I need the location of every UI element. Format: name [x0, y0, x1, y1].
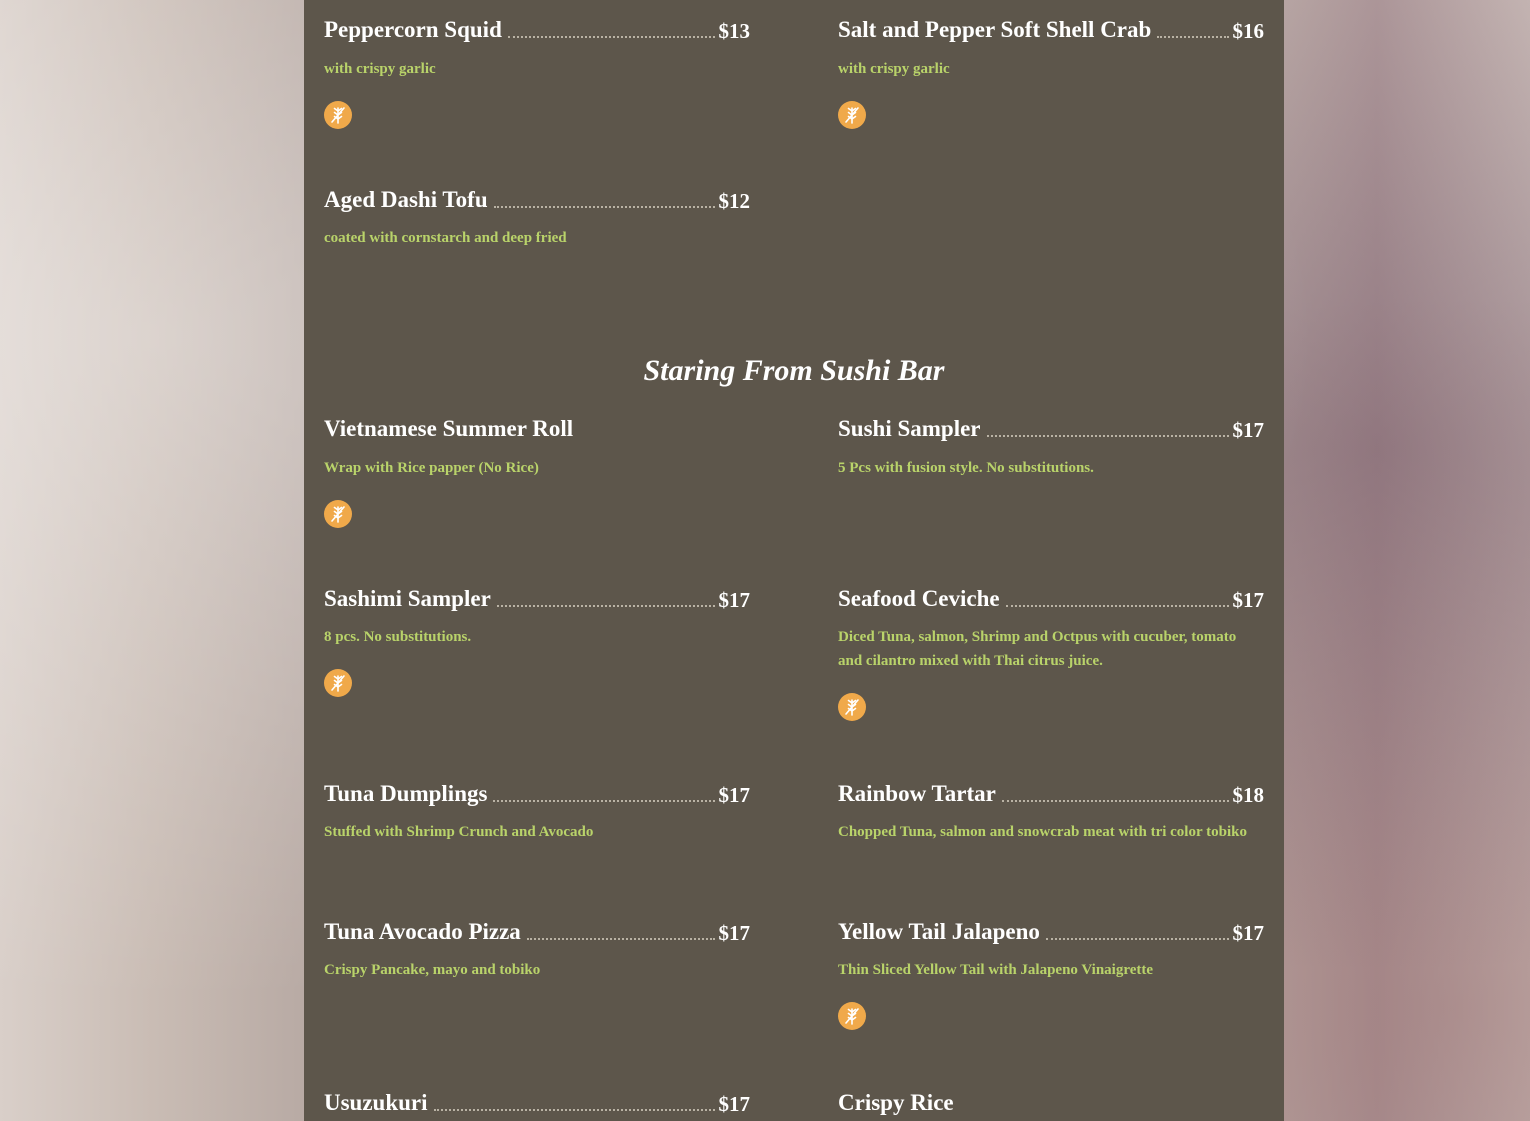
menu-item-description: with crispy garlic — [324, 61, 436, 77]
menu-item-price: $13 — [718, 19, 750, 43]
menu-item-price: $12 — [718, 189, 750, 213]
menu-item-price: $18 — [1232, 783, 1264, 807]
wheat-icon — [324, 500, 352, 528]
menu-item-description: Thin Sliced Yellow Tail with Jalapeno Vinaigrette — [838, 962, 1154, 978]
menu-item-name: Crispy Rice — [838, 1090, 954, 1115]
menu-item[interactable] — [838, 912, 1264, 1030]
menu-item[interactable] — [324, 409, 750, 528]
menu-item[interactable] — [838, 409, 1264, 480]
dotted-leader — [1006, 604, 1229, 607]
dotted-leader — [497, 604, 715, 607]
menu-item-price: $17 — [1232, 418, 1264, 442]
menu-item-description: Crispy Pancake, mayo and tobiko — [324, 962, 541, 978]
menu-item-price: $16 — [1232, 19, 1264, 43]
menu-item-name: Salt and Pepper Soft Shell Crab — [838, 17, 1152, 42]
menu-item-name: Vietnamese Summer Roll — [324, 416, 574, 441]
menu-item-description: Diced Tuna, salmon, Shrimp and Octpus with cucuber, tomato and cilantro mixed with Thai citrus juice. — [838, 629, 1237, 669]
dotted-leader — [493, 799, 714, 802]
menu-item-description: Chopped Tuna, salmon and snowcrab meat with tri color tobiko — [838, 824, 1247, 840]
menu-item[interactable] — [324, 912, 750, 982]
menu-panel — [304, 0, 1284, 1121]
menu-item-price: $17 — [1232, 921, 1264, 945]
wheat-icon — [838, 1002, 866, 1030]
dotted-leader — [508, 35, 715, 38]
menu-item-name: Tuna Dumplings — [324, 781, 488, 806]
menu-item[interactable] — [838, 1083, 1264, 1117]
menu-item[interactable] — [838, 579, 1264, 721]
section-title: Staring From Sushi Bar — [643, 354, 945, 387]
menu-item-name: Seafood Ceviche — [838, 586, 1000, 611]
menu-item-description: 8 pcs. No substitutions. — [324, 629, 472, 645]
menu-item-price: $17 — [718, 588, 750, 612]
dotted-leader — [494, 205, 715, 208]
menu-item-description: Stuffed with Shrimp Crunch and Avocado — [324, 824, 594, 840]
menu-item-name: Aged Dashi Tofu — [324, 187, 488, 212]
menu-item-name: Sushi Sampler — [838, 416, 981, 441]
menu-item[interactable] — [838, 774, 1264, 844]
wheat-icon — [324, 669, 352, 697]
menu-item-name: Sashimi Sampler — [324, 586, 491, 611]
menu-item-price: $17 — [718, 1092, 750, 1116]
menu-item[interactable] — [838, 10, 1264, 129]
dotted-leader — [1046, 937, 1229, 940]
menu-item-price: $17 — [718, 921, 750, 945]
menu-item-name: Usuzukuri — [324, 1090, 428, 1115]
dotted-leader — [1002, 799, 1229, 802]
menu-item-description: with crispy garlic — [838, 61, 950, 77]
dotted-leader — [987, 434, 1229, 437]
menu-item-description: Wrap with Rice papper (No Rice) — [324, 460, 539, 476]
menu-item-description: coated with cornstarch and deep fried — [324, 230, 567, 246]
menu-item[interactable] — [324, 180, 750, 250]
wheat-icon — [324, 101, 352, 129]
menu-item[interactable] — [324, 1083, 750, 1117]
menu-item-name: Rainbow Tartar — [838, 781, 996, 806]
menu-item[interactable] — [324, 579, 750, 697]
menu-item[interactable] — [324, 774, 750, 844]
dotted-leader — [434, 1108, 715, 1111]
menu-item-price: $17 — [1232, 588, 1264, 612]
menu-item-description: 5 Pcs with fusion style. No substitutions. — [838, 460, 1094, 476]
menu-item-name: Tuna Avocado Pizza — [324, 919, 521, 944]
menu-item-name: Yellow Tail Jalapeno — [838, 919, 1040, 944]
dotted-leader — [527, 937, 715, 940]
wheat-icon — [838, 101, 866, 129]
dotted-leader — [1157, 35, 1228, 38]
menu-item[interactable] — [324, 10, 750, 129]
menu-item-price: $17 — [718, 783, 750, 807]
wheat-icon — [838, 693, 866, 721]
menu-item-name: Peppercorn Squid — [324, 17, 502, 42]
